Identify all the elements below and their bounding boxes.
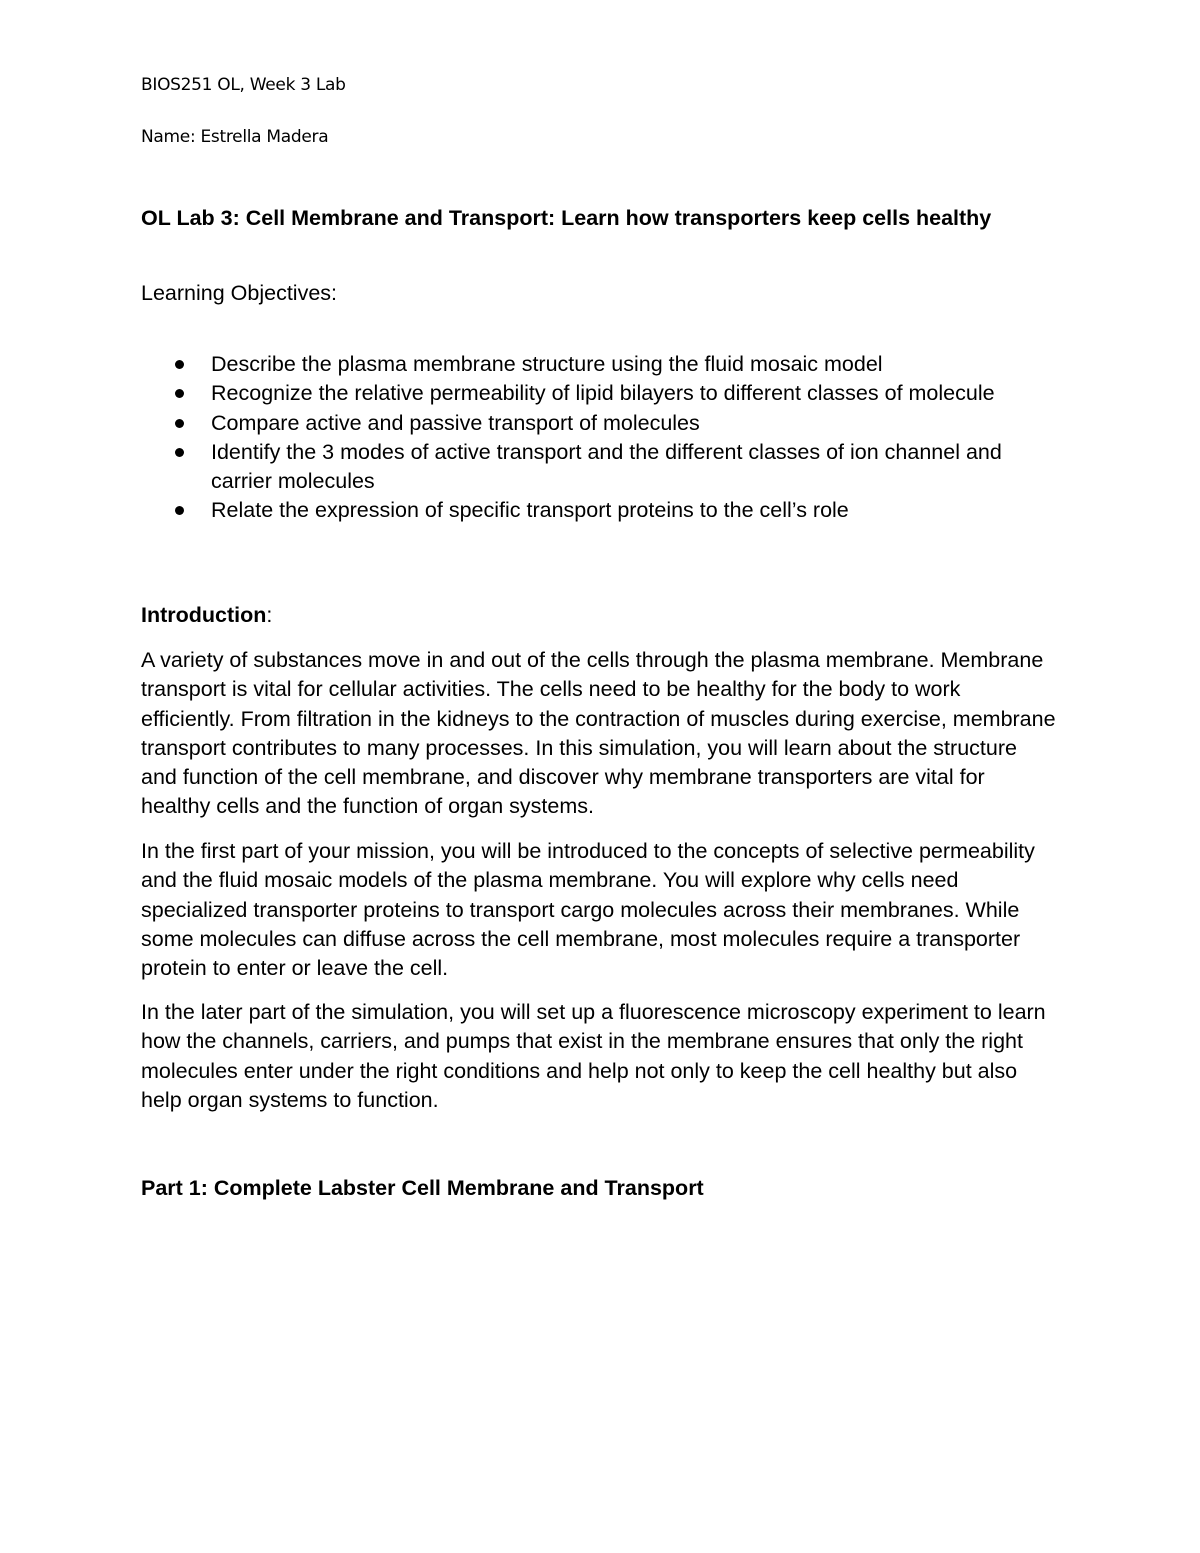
bullet-icon xyxy=(175,448,184,457)
bullet-icon xyxy=(175,360,184,369)
list-item xyxy=(141,409,1061,438)
bullet-icon xyxy=(175,419,184,428)
bullet-icon xyxy=(175,389,184,398)
part1-heading: Part 1: Complete Labster Cell Membrane and Transport xyxy=(141,1176,704,1200)
learning-objectives-list xyxy=(141,350,1061,526)
objective-text: Identify the 3 modes of active transport and the different classes of ion channel and carrier molecules xyxy=(211,439,1002,494)
list-item xyxy=(141,496,1061,525)
student-name-line: Name: Estrella Madera xyxy=(141,127,329,147)
lab-title: OL Lab 3: Cell Membrane and Transport: Learn how transporters keep cells healthy xyxy=(141,206,992,230)
course-line: BIOS251 OL, Week 3 Lab xyxy=(141,75,346,95)
objective-text: Recognize the relative permeability of lipid bilayers to different classes of molecule xyxy=(211,381,995,406)
learning-objectives-label: Learning Objectives: xyxy=(141,281,337,305)
introduction-heading xyxy=(141,600,272,630)
bullet-icon xyxy=(175,506,184,515)
introduction-heading-colon: : xyxy=(266,603,273,627)
objective-text: Compare active and passive transport of molecules xyxy=(211,410,700,435)
objective-text: Describe the plasma membrane structure using the fluid mosaic model xyxy=(211,352,883,376)
introduction-heading-text: Introduction xyxy=(141,603,267,627)
intro-paragraph-1: A variety of substances move in and out of the cells through the plasma membrane. Membrane transport is vital for cellular activities. The cells need to be healthy for the body to work efficiently. From filtration in the kidneys to the contraction of muscles during exercise, membrane transport contributes to many processes. In this simulation, you will learn about the structure and function of the cell membrane, and discover why membrane transporters are vital for healthy cells and the function of organ systems. xyxy=(141,648,1056,819)
intro-paragraph-3: In the later part of the simulation, you will set up a fluorescence microscopy experiment to learn how the channels, carriers, and pumps that exist in the membrane ensures that only the right molecules enter under the right conditions and help not only to keep the cell healthy but also help organ systems to function. xyxy=(141,1000,1046,1112)
list-item xyxy=(141,379,1061,408)
list-item xyxy=(141,350,1061,379)
intro-paragraph-2: In the first part of your mission, you will be introduced to the concepts of selective permeability and the fluid mosaic models of the plasma membrane. You will explore why cells need specialized transporter proteins to transport cargo molecules across their membranes. While some molecules can diffuse across the cell membrane, most molecules require a transporter protein to enter or leave the cell. xyxy=(141,839,1035,981)
list-item xyxy=(141,438,1061,497)
objective-text: Relate the expression of specific transport proteins to the cell’s role xyxy=(211,498,849,523)
